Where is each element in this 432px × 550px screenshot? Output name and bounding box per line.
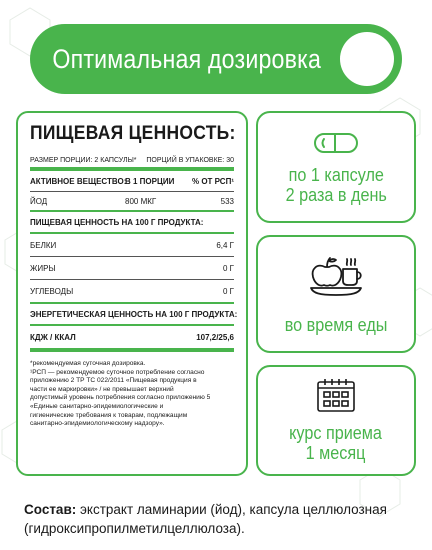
footnote-line: *рекомендуемая суточная дозировка. — [30, 360, 146, 367]
nutrient-label: БЕЛКИ — [30, 240, 57, 250]
banner-circle-decoration — [340, 32, 394, 86]
course-text — [290, 423, 383, 463]
with-meal-card — [256, 235, 416, 353]
footnote-line: ¹РСП — рекомендуемое суточное потребление согласно — [30, 368, 205, 376]
active-header-per-serving: В 1 ПОРЦИИ — [125, 176, 175, 186]
nutrient-label: ЖИРЫ — [30, 263, 56, 273]
energy-value: 107,2/25,6 — [196, 332, 234, 342]
footnote-line: гигиенические требования к товарам, подлежащим — [30, 411, 188, 419]
dosage-text — [285, 165, 386, 205]
iodine-label: ЙОД — [30, 196, 48, 206]
nutrient-row — [30, 257, 234, 279]
dosage-card — [256, 111, 416, 223]
course-line: 1 месяц — [306, 443, 366, 463]
iodine-amount: 800 МКГ — [125, 196, 157, 206]
header-banner — [30, 24, 402, 94]
energy-header-row — [30, 304, 238, 324]
dosage-line: 2 раза в день — [285, 185, 387, 205]
nutrient-row — [30, 234, 234, 256]
composition-label: Состав: — [24, 502, 77, 517]
composition-text: экстракт ламинарии (йод), капсула целлюлозная (гидроксипропилметилцеллюлоза). — [24, 502, 387, 536]
servings-per-pack: ПОРЦИЙ В УПАКОВКЕ: 30 — [146, 156, 234, 164]
iodine-percent: 533 — [220, 196, 234, 206]
per100-header-row — [30, 212, 234, 232]
with-meal-line: во время еды — [284, 315, 388, 335]
dosage-line: по 1 капсуле — [288, 165, 384, 185]
energy-row — [30, 326, 234, 348]
footnote-line: части ее маркировки» / не превышает верхний — [30, 385, 174, 393]
active-header-label: АКТИВНОЕ ВЕЩЕСТВО: — [30, 176, 127, 186]
course-line: курс приема — [289, 423, 383, 443]
nutrient-value: 0 Г — [222, 263, 234, 273]
composition — [24, 500, 416, 538]
active-header-row — [30, 171, 234, 191]
footnote-line: приложению 2 ТР ТС 022/2011 «Пищевая продукция в — [30, 377, 197, 385]
footnote-line: санитарно-эпидемиологическому надзору». — [30, 420, 165, 428]
nutrition-facts-panel — [16, 111, 248, 476]
footnote-line: допустимый уровень потребления согласно приложению 5 — [30, 394, 211, 402]
nutrient-value: 6,4 Г — [216, 240, 234, 250]
banner-title: Оптимальная дозировка — [52, 43, 322, 74]
nutrition-title: ПИЩЕВАЯ ЦЕННОСТЬ: — [30, 123, 236, 144]
nutrient-label: УГЛЕВОДЫ — [30, 286, 74, 296]
active-header-percent: % ОТ РСП¹ — [192, 176, 234, 186]
per100-header: ПИЩЕВАЯ ЦЕННОСТЬ НА 100 Г ПРОДУКТА: — [30, 217, 204, 227]
with-meal-text — [285, 315, 388, 335]
nutrient-row — [30, 280, 234, 302]
energy-header: ЭНЕРГЕТИЧЕСКАЯ ЦЕННОСТЬ НА 100 Г ПРОДУКТА: — [30, 309, 238, 319]
energy-label: КДЖ / ККАЛ — [30, 332, 76, 342]
nutrient-value: 0 Г — [222, 286, 234, 296]
footnote-line: «Единые санитарно-эпидемиологические и — [30, 402, 164, 410]
divider-thick — [30, 348, 234, 352]
iodine-row — [30, 192, 234, 210]
serving-size: РАЗМЕР ПОРЦИИ: 2 КАПСУЛЫ* — [30, 156, 137, 164]
footnotes — [30, 360, 234, 429]
capsule-icon — [313, 131, 359, 155]
calendar-icon — [316, 377, 356, 413]
course-card — [256, 365, 416, 476]
serving-row — [30, 153, 234, 167]
meal-icon — [307, 251, 365, 297]
